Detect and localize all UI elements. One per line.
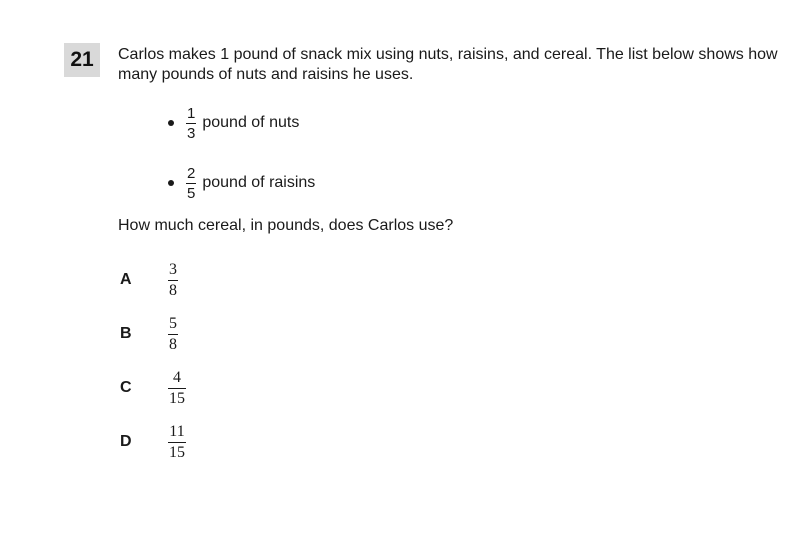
- fraction-nuts: [186, 106, 196, 141]
- fraction-denominator: 5: [187, 184, 196, 202]
- choice-b[interactable]: [118, 309, 186, 359]
- fraction-bar: [168, 280, 178, 281]
- choice-fraction: [168, 370, 186, 407]
- list-item-label: pound of nuts: [202, 114, 300, 131]
- fraction-numerator: 4: [173, 368, 181, 386]
- list-item-label: pound of raisins: [202, 174, 316, 191]
- fraction-bar: [168, 442, 186, 443]
- bullet-icon: [168, 120, 174, 126]
- fraction-numerator: 5: [169, 314, 177, 332]
- question-prompt: How much cereal, in pounds, does Carlos use?: [118, 217, 454, 234]
- list-item-nuts: [168, 98, 315, 148]
- choice-letter: B: [120, 325, 132, 342]
- fraction-numerator: 11: [169, 422, 185, 440]
- fraction-numerator: 2: [187, 164, 196, 182]
- fraction-bar: [168, 334, 178, 335]
- choice-d[interactable]: [118, 417, 186, 467]
- fraction-raisins: [186, 166, 196, 201]
- choice-fraction: [168, 424, 186, 461]
- choice-letter: C: [120, 379, 132, 396]
- question-stem: Carlos makes 1 pound of snack mix using nuts, raisins, and cereal. The list below shows how many pounds of nuts and raisins he uses.: [118, 46, 778, 83]
- fraction-bar: [186, 123, 196, 124]
- answer-choices: [118, 255, 186, 467]
- choice-fraction: [168, 262, 178, 299]
- fraction-denominator: 3: [187, 124, 196, 142]
- choice-letter: D: [120, 433, 132, 450]
- bullet-icon: [168, 180, 174, 186]
- list-item-raisins: [168, 158, 315, 208]
- fraction-denominator: 15: [169, 389, 185, 407]
- fraction-bar: [168, 388, 186, 389]
- fraction-denominator: 15: [169, 443, 185, 461]
- ingredient-list: [168, 98, 315, 208]
- fraction-denominator: 8: [169, 335, 177, 353]
- choice-letter: A: [120, 271, 132, 288]
- choice-fraction: [168, 316, 178, 353]
- fraction-bar: [186, 183, 196, 184]
- fraction-numerator: 1: [187, 104, 196, 122]
- fraction-numerator: 3: [169, 260, 177, 278]
- fraction-denominator: 8: [169, 281, 177, 299]
- choice-c[interactable]: [118, 363, 186, 413]
- choice-a[interactable]: [118, 255, 186, 305]
- question-number: 21: [64, 43, 100, 77]
